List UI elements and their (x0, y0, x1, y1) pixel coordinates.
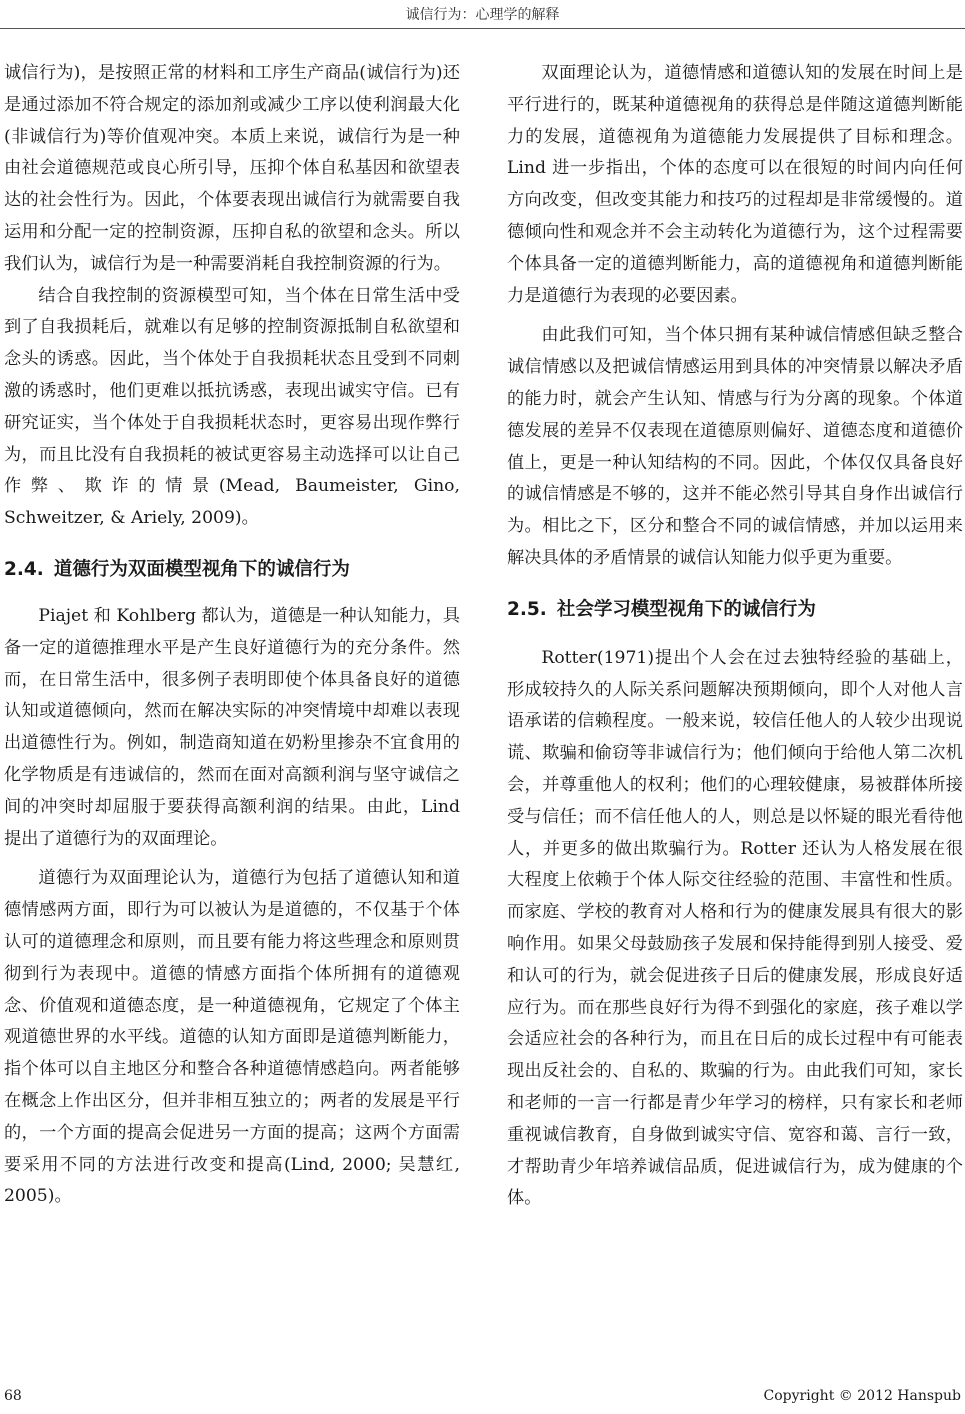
section-number: 2.5. (507, 598, 547, 620)
page-number: 68 (4, 1388, 22, 1404)
paragraph: 道德行为双面理论认为，道德行为包括了道德认知和道德情感两方面，即行为可以被认为是道德的，不仅基于个体认可的道德理念和原则，而且要有能力将这些理念和原则贯彻到行为表现中。道德的情感方面指个体所拥有的道德观念、价值观和道德态度，是一种道德视角，它规定了个体主观道德世界的水平线。道德的认知方面即是道德判断能力，指个体可以自主地区分和整合各种道德情感趋向。两者能够在概念上作出区分，但并非相互独立的；两者的发展是平行的，一个方面的提高会促进另一方面的提高；这两个方面需要采用不同的方法进行改变和提高(Lind, 2000; 吴慧红, 2005)。 (4, 868, 460, 1207)
section-number: 2.4. (4, 558, 44, 580)
running-header: 诚信行为：心理学的解释 (405, 7, 560, 23)
right-column (507, 58, 963, 1215)
section-title: 道德行为双面模型视角下的诚信行为 (53, 558, 350, 580)
section-heading (507, 595, 963, 625)
paragraph: 双面理论认为，道德情感和道德认知的发展在时间上是平行进行的，既某种道德视角的获得总是伴随这道德判断能力的发展，道德视角为道德能力发展提供了目标和理念。Lind 进一步指出，个体的态度可以在很短的时间内向任何方向改变，但改变其能力和技巧的过程却是非常缓慢的。道德倾向性和观念并不会主动转化为道德行为，这个过程需要个体具备一定的道德判断能力，高的道德视角和道德判断能力是道德行为表现的必要因素。 (507, 63, 963, 306)
paragraph: 诚信行为)，是按照正常的材料和工序生产商品(诚信行为)还是通过添加不符合规定的添加剂或减少工序以使利润最大化(非诚信行为)等价值观冲突。本质上来说，诚信行为是一种由社会道德规范或良心所引导，压抑个体自私基因和欲望表达的社会性行为。因此，个体要表现出诚信行为就需要自我运用和分配一定的控制资源，压抑自私的欲望和念头。所以我们认为，诚信行为是一种需要消耗自我控制资源的行为。 (4, 63, 460, 274)
paragraph: Rotter(1971)提出个人会在过去独特经验的基础上，形成较持久的人际关系问题解决预期倾向，即个人对他人言语承诺的信赖程度。一般来说，较信任他人的人较少出现说谎、欺骗和偷窃等非诚信行为；他们倾向于给他人第二次机会，并尊重他人的权利；他们的心理较健康，易被群体所接受与信任；而不信任他人的人，则总是以怀疑的眼光看待他人，并更多的做出欺骗行为。Rotter 还认为人格发展在很大程度上依赖于个体人际交往经验的范围、丰富性和性质。而家庭、学校的教育对人格和行为的健康发展具有很大的影响作用。如果父母鼓励孩子发展和保持能得到别人接受、爱和认可的行为，就会促进孩子日后的健康发展，形成良好适应行为。而在那些良好行为得不到强化的家庭，孩子难以学会适应社会的各种行为，而且在日后的成长过程中有可能表现出反社会的、自私的、欺骗的行为。由此我们可知，家长和老师的一言一行都是青少年学习的榜样，只有家长和老师重视诚信教育，自身做到诚实守信、宽容和蔼、言行一致，才帮助青少年培养诚信品质，促进诚信行为，成为健康的个体。 (507, 647, 963, 1209)
paragraph: Piajet 和 Kohlberg 都认为，道德是一种认知能力，具备一定的道德推理水平是产生良好道德行为的充分条件。然而，在日常生活中，很多例子表明即使个体具备良好的道德认知或道德倾向，然而在解决实际的冲突情境中却难以表现出道德性行为。例如，制造商知道在奶粉里掺杂不宜食用的化学物质是有违诚信的，然而在面对高额利润与坚守诚信之间的冲突时却屈服于要获得高额利润的结果。由此，Lind 提出了道德行为的双面理论。 (4, 605, 460, 849)
copyright-notice: Copyright © 2012 Hanspub (763, 1388, 961, 1404)
paragraph: 结合自我控制的资源模型可知，当个体在日常生活中受到了自我损耗后，就难以有足够的控制资源抵制自私欲望和念头的诱惑。因此，当个体处于自我损耗状态且受到不同刺激的诱惑时，他们更难以抵抗诱惑，表现出诚实守信。已有研究证实，当个体处于自我损耗状态时，更容易出现作弊行为，而且比没有自我损耗的被试更容易主动选择可以让自己作弊、欺诈的情景(Mead, Baumeister, Gino, Schweitzer, & Ariely, 2009)。 (4, 285, 460, 529)
left-column (4, 58, 460, 1213)
header-rule (0, 28, 965, 29)
section-heading (4, 555, 460, 585)
section-title: 社会学习模型视角下的诚信行为 (556, 598, 816, 620)
paragraph: 由此我们可知，当个体只拥有某种诚信情感但缺乏整合诚信情感以及把诚信情感运用到具体的冲突情景以解决矛盾的能力时，就会产生认知、情感与行为分离的现象。个体道德发展的差异不仅表现在道德原则偏好、道德态度和道德价值上，更是一种认知结构的不同。因此，个体仅仅具备良好的诚信情感是不够的，这并不能必然引导其自身作出诚信行为。相比之下，区分和整合不同的诚信情感，并加以运用来解决具体的矛盾情景的诚信认知能力似乎更为重要。 (507, 325, 963, 568)
